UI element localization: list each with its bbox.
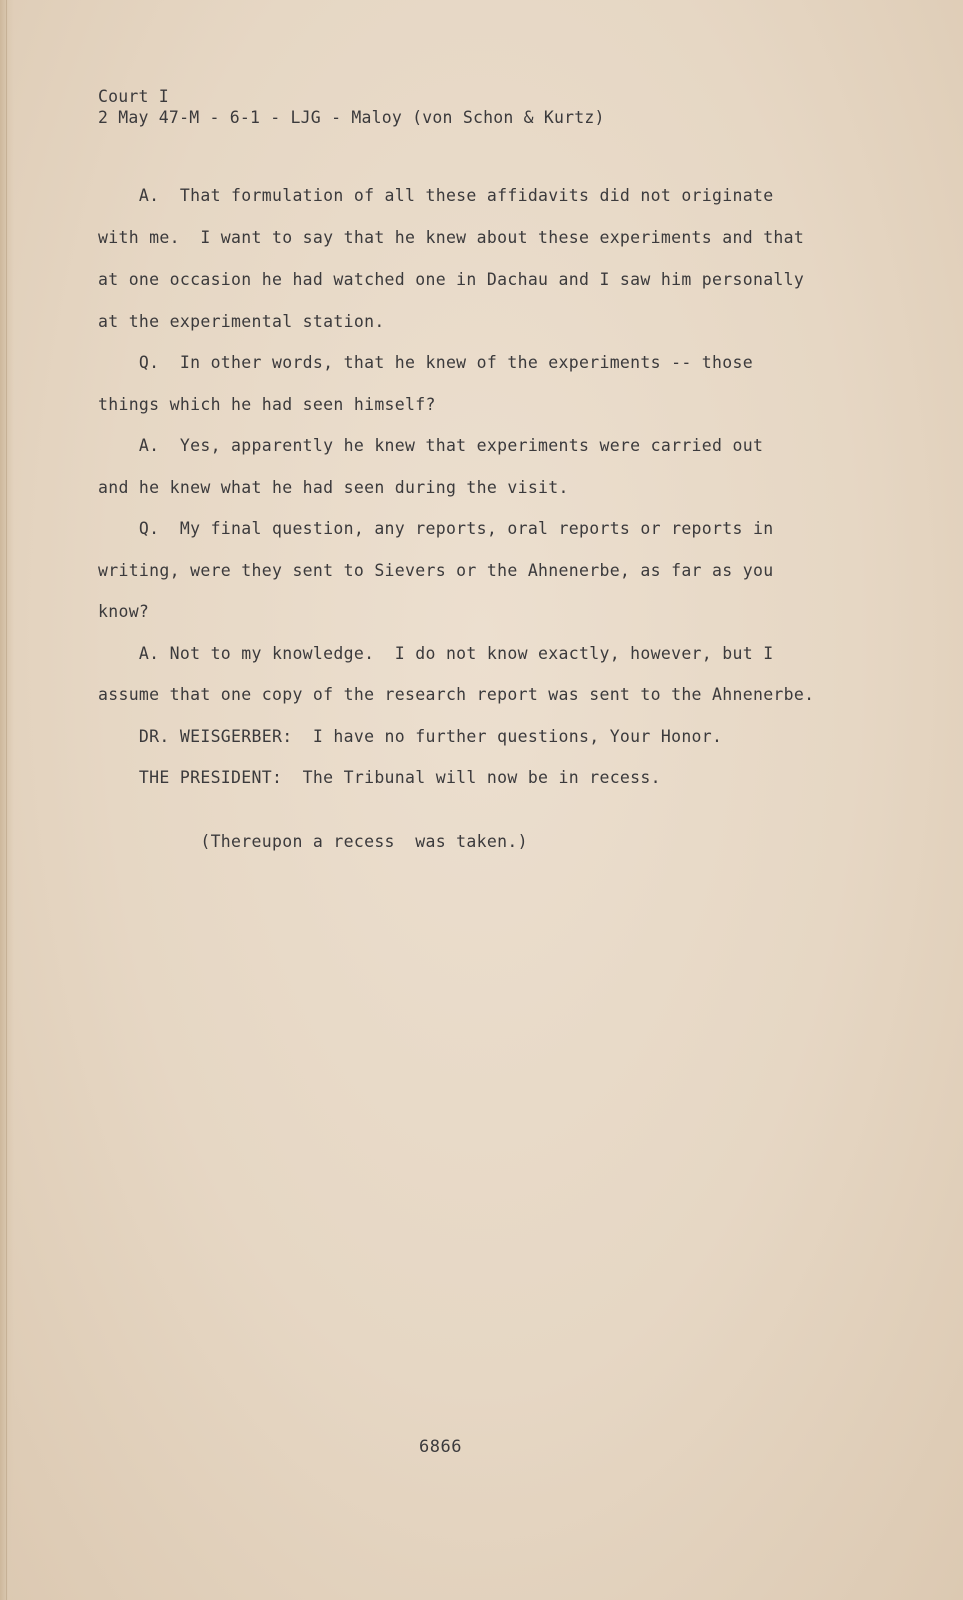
- transcript-line: at one occasion he had watched one in Dachau and I saw him personally: [98, 270, 805, 289]
- transcript-line: Q. My final question, any reports, oral reports or reports in: [98, 519, 774, 538]
- transcript-line: things which he had seen himself?: [98, 395, 436, 414]
- transcript-line: and he knew what he had seen during the visit.: [98, 478, 569, 497]
- transcript-line: A. That formulation of all these affidavits did not originate: [98, 186, 774, 205]
- header-session-info: 2 May 47-M - 6-1 - LJG - Maloy (von Schon & Kurtz): [98, 108, 605, 127]
- transcript-line: with me. I want to say that he knew about these experiments and that: [98, 228, 805, 247]
- page-number: 6866: [419, 1437, 462, 1457]
- paper-edge: [0, 0, 14, 1600]
- transcript-line: know?: [98, 602, 150, 621]
- document-header: [98, 86, 605, 128]
- recess-note: (Thereupon a recess was taken.): [98, 832, 528, 851]
- transcript-line: Q. In other words, that he knew of the experiments -- those: [98, 353, 753, 372]
- transcript-line: A. Not to my knowledge. I do not know exactly, however, but I: [98, 644, 774, 663]
- transcript-line: THE PRESIDENT: The Tribunal will now be in recess.: [98, 768, 661, 787]
- transcript-line: assume that one copy of the research report was sent to the Ahnenerbe.: [98, 685, 815, 704]
- transcript-line: A. Yes, apparently he knew that experiments were carried out: [98, 436, 764, 455]
- transcript-line: writing, were they sent to Sievers or the Ahnenerbe, as far as you: [98, 561, 774, 580]
- transcript-line: DR. WEISGERBER: I have no further questions, Your Honor.: [98, 727, 723, 746]
- paper-edge-line: [6, 0, 7, 1600]
- header-court: Court I: [98, 87, 169, 106]
- transcript-line: at the experimental station.: [98, 312, 385, 331]
